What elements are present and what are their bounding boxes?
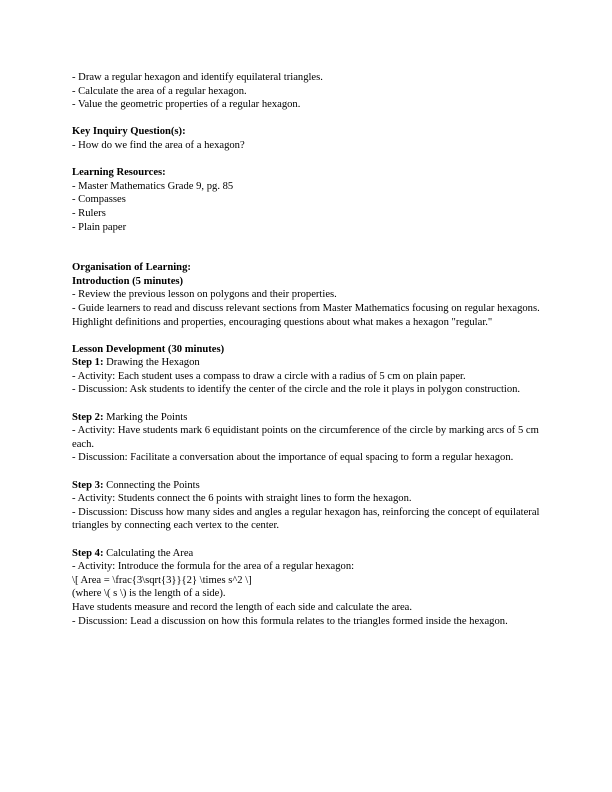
resource-item: - Compasses <box>72 194 126 206</box>
development-heading: Lesson Development (30 minutes) <box>72 343 225 355</box>
resource-item: - Rulers <box>72 207 106 219</box>
step-line: - Discussion: Facilitate a conversation about the importance of equal spacing to form a regular hexagon. <box>72 452 514 464</box>
organisation-heading: Organisation of Learning: <box>72 262 191 274</box>
step-4 <box>72 547 550 629</box>
step-line: - Discussion: Discuss how many sides and angles a regular hexagon has, reinforcing the concept of equilateral triangles by connecting each vertex to the center. <box>72 506 540 532</box>
step-label: Step 4: <box>72 547 104 559</box>
step-line: - Discussion: Lead a discussion on how this formula relates to the triangles formed inside the hexagon. <box>72 615 508 627</box>
inquiry-item: - How do we find the area of a hexagon? <box>72 139 245 151</box>
objective-item: - Value the geometric properties of a regular hexagon. <box>72 99 301 111</box>
step-3 <box>72 479 550 533</box>
development-section <box>72 343 550 628</box>
step-line: - Activity: Each student uses a compass to draw a circle with a radius of 5 cm on plain paper. <box>72 370 466 382</box>
step-title: Marking the Points <box>103 411 188 423</box>
resource-item: - Plain paper <box>72 221 127 233</box>
step-line: Have students measure and record the length of each side and calculate the area. <box>72 601 413 613</box>
step-line: - Discussion: Ask students to identify the center of the circle and the role it plays in polygon construction. <box>72 384 521 396</box>
step-1 <box>72 356 550 397</box>
step-title: Connecting the Points <box>103 479 200 491</box>
introduction-item: - Guide learners to read and discuss relevant sections from Master Mathematics focusing on regular hexagons. Highlight definitions and properties, encouraging questions about what makes a hexagon "regular." <box>72 302 540 328</box>
introduction-item: - Review the previous lesson on polygons and their properties. <box>72 289 337 301</box>
step-line: (where \( s \) is the length of a side). <box>72 588 226 600</box>
introduction-heading: Introduction (5 minutes) <box>72 275 184 287</box>
resources-heading: Learning Resources: <box>72 167 166 179</box>
step-line: - Activity: Introduce the formula for the area of a regular hexagon: <box>72 561 355 573</box>
step-line: - Activity: Have students mark 6 equidistant points on the circumference of the circle by marking arcs of 5 cm each. <box>72 425 539 450</box>
resources-section <box>72 166 550 234</box>
resource-item: - Master Mathematics Grade 9, pg. 85 <box>72 180 234 192</box>
step-label: Step 3: <box>72 479 104 491</box>
step-label: Step 2: <box>72 411 104 423</box>
inquiry-section <box>72 125 550 152</box>
inquiry-heading: Key Inquiry Question(s): <box>72 126 186 138</box>
formula-line: \[ Area = \frac{3\sqrt{3}}{2} \times s^2 \] <box>72 574 252 586</box>
objective-item: - Draw a regular hexagon and identify equilateral triangles. <box>72 72 323 83</box>
step-2 <box>72 411 550 465</box>
objectives-list <box>72 71 550 112</box>
organisation-section <box>72 261 550 329</box>
step-title: Calculating the Area <box>103 547 194 559</box>
step-label: Step 1: <box>72 357 104 369</box>
step-line: - Activity: Students connect the 6 points with straight lines to form the hexagon. <box>72 493 412 505</box>
lesson-page <box>72 71 550 628</box>
step-title: Drawing the Hexagon <box>103 357 200 369</box>
objective-item: - Calculate the area of a regular hexagon. <box>72 85 247 97</box>
